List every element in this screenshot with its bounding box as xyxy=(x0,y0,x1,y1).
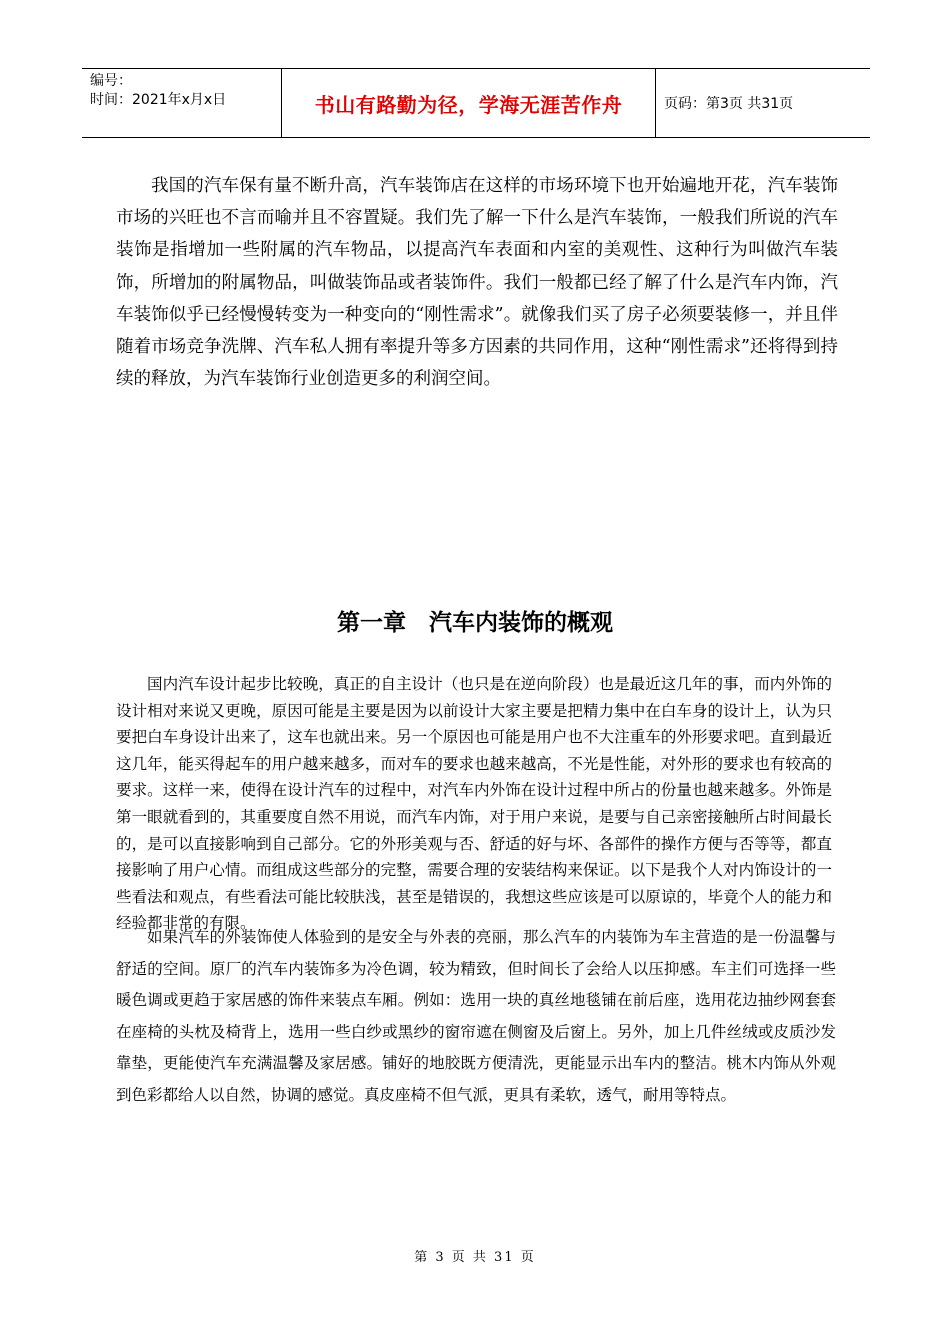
date-label: 时间：2021年x月x日 xyxy=(90,92,227,108)
chapter-title: 第一章 汽车内装饰的概观 xyxy=(337,610,613,636)
chapter-paragraph-1: 国内汽车设计起步比较晚，真正的自主设计（也只是在逆向阶段）也是最近这几年的事，而内外饰的设计相对来说又更晚，原因可能是主要是因为以前设计大家主要是把精力集中在白车身的设计上，认为只要把白车身设计出来了，这车也就出来。另一个原因也可能是用户也不大注重车的外形要求吧。直到最近这几年，能买得起车的用户越来越多，而对车的要求也越来越高，不光是性能，对外形的要求也有较高的要求。这样一来，使得在设计汽车的过程中，对汽车内外饰在设计过程中所占的份量也越来越多。外饰是第一眼就看到的，其重要度自然不用说，而汽车内饰，对于用户来说，是要与自己亲密接触所占时间最长的，是可以直接影响到自己部分。它的外形美观与否、舒适的好与坏、各部件的操作方便与否等等，都直接影响了用户心情。而组成这些部分的完整，需要合理的安装结构来保证。以下是我个人对内饰设计的一些看法和观点，有些看法可能比较肤浅，甚至是错误的，我想这些应该是可以原谅的，毕竟个人的能力和经验都非常的有限。 xyxy=(116,675,832,933)
motto-text: 书山有路勤为径，学海无涯苦作舟 xyxy=(314,92,623,117)
document-header xyxy=(82,68,870,138)
intro-paragraph: 我国的汽车保有量不断升高，汽车装饰店在这样的市场环境下也开始遍地开花，汽车装饰市场的兴旺也不言而喻并且不容置疑。我们先了解一下什么是汽车装饰，一般我们所说的汽车装饰是指增加一些附属的汽车物品，以提高汽车表面和内室的美观性、这种行为叫做汽车装饰，所增加的附属物品，叫做装饰品或者装饰件。我们一般都已经了解了什么是汽车内饰，汽车装饰似乎已经慢慢转变为一种变向的“刚性需求”。就像我们买了房子必须要装修一，并且伴随着市场竞争洗牌、汽车私人拥有率提升等多方因素的共同作用，这种“刚性需求”还将得到持续的释放，为汽车装饰行业创造更多的利润空间。 xyxy=(116,176,838,390)
header-motto-cell xyxy=(282,69,656,137)
number-label: 编号： xyxy=(90,73,132,89)
page-label: 页码：第3页 共31页 xyxy=(664,96,794,112)
page-footer: 第 3 页 共 31 页 xyxy=(414,1250,536,1265)
header-meta-cell xyxy=(82,69,282,137)
chapter-paragraph-2: 如果汽车的外装饰使人体验到的是安全与外表的亮丽，那么汽车的内装饰为车主营造的是一份温馨与舒适的空间。原厂的汽车内装饰多为冷色调，较为精致，但时间长了会给人以压抑感。车主们可选择一些暖色调或更趋于家居感的饰件来装点车厢。例如：选用一块的真丝地毯铺在前后座，选用花边抽纱网套套在座椅的头枕及椅背上，选用一些白纱或黑纱的窗帘遮在侧窗及后窗上。另外，加上几件丝绒或皮质沙发靠垫，更能使汽车充满温馨及家居感。铺好的地胶既方便清洗，更能显示出车内的整洁。桃木内饰从外观到色彩都给人以自然，协调的感觉。真皮座椅不但气派，更具有柔软，透气，耐用等特点。 xyxy=(116,928,836,1104)
header-page-cell xyxy=(656,69,870,137)
